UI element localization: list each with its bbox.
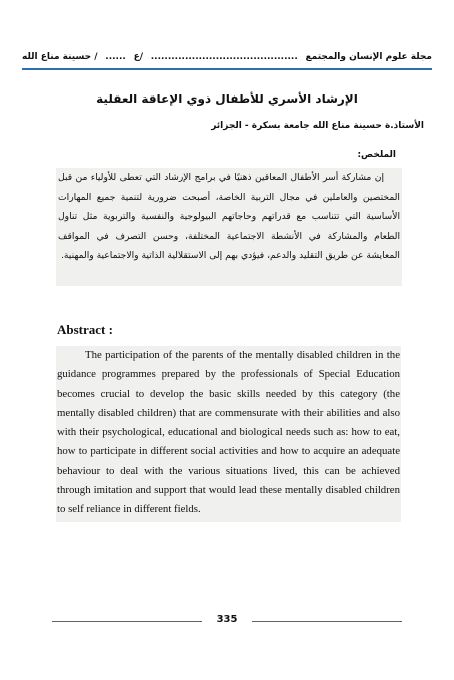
header-dots-2: ...... (105, 52, 126, 62)
header-dots: ........................................... (150, 52, 298, 62)
issue-marker: /ع (133, 52, 143, 62)
footer-rule-left (52, 621, 202, 622)
header-author: / حسينة مناع الله (22, 52, 98, 62)
english-abstract-box (56, 346, 401, 522)
arabic-abstract-box (56, 168, 402, 286)
running-header (22, 40, 432, 62)
english-abstract-text: The participation of the parents of the mentally disabled children in the guidance programmes prepared by the professionals of Special Education becomes crucial to develop the basic skills needed by this category (the mentally disabled children) that are commensurate with their abilities and also with their psychological, educational and biological needs such as: how to eat, how to participate in different social activities and how to acquire an adequate behaviour to deal with the various situations lived, this can be achieved through imitation and support that would lead these mentally disabled children to self reliance in different fields. (57, 349, 400, 516)
page-number: 335 (216, 614, 238, 625)
arabic-abstract-text: إن مشاركة أسر الأطفال المعاقين ذهنيًا في برامج الإرشاد التي تعطى للأولياء من قبل المختصين والعاملين في مجال التربية الخاصة، أصبحت ضرورية لتنمية جميع المهارات الأساسية التي تتناسب مع قدراتهم وحاجاتهم البيولوجية والنفسية والتربوية مثل تناول الطعام والمشاركة في الأنشطة الاجتماعية المختلفة، وحسن التصرف في المواقف المعايشة عن طريق التقليد والدعم، فيؤدي بهم إلى الاستقلالية الذاتية والاجتماعية والمهنية. (58, 172, 400, 262)
header-rule (22, 68, 432, 70)
footer-rule-right (252, 621, 402, 622)
author-line: الأستاذ.ة حسينة مناع الله جامعة بسكرة - الجزائر (211, 121, 424, 131)
english-abstract-label: Abstract : (57, 322, 113, 337)
arabic-abstract-label: الملخص: (357, 150, 396, 160)
journal-name: مجلة علوم الإنسان والمجتمع (305, 52, 432, 62)
article-title: الإرشاد الأسري للأطفال ذوي الإعاقة العقلية (96, 92, 358, 106)
